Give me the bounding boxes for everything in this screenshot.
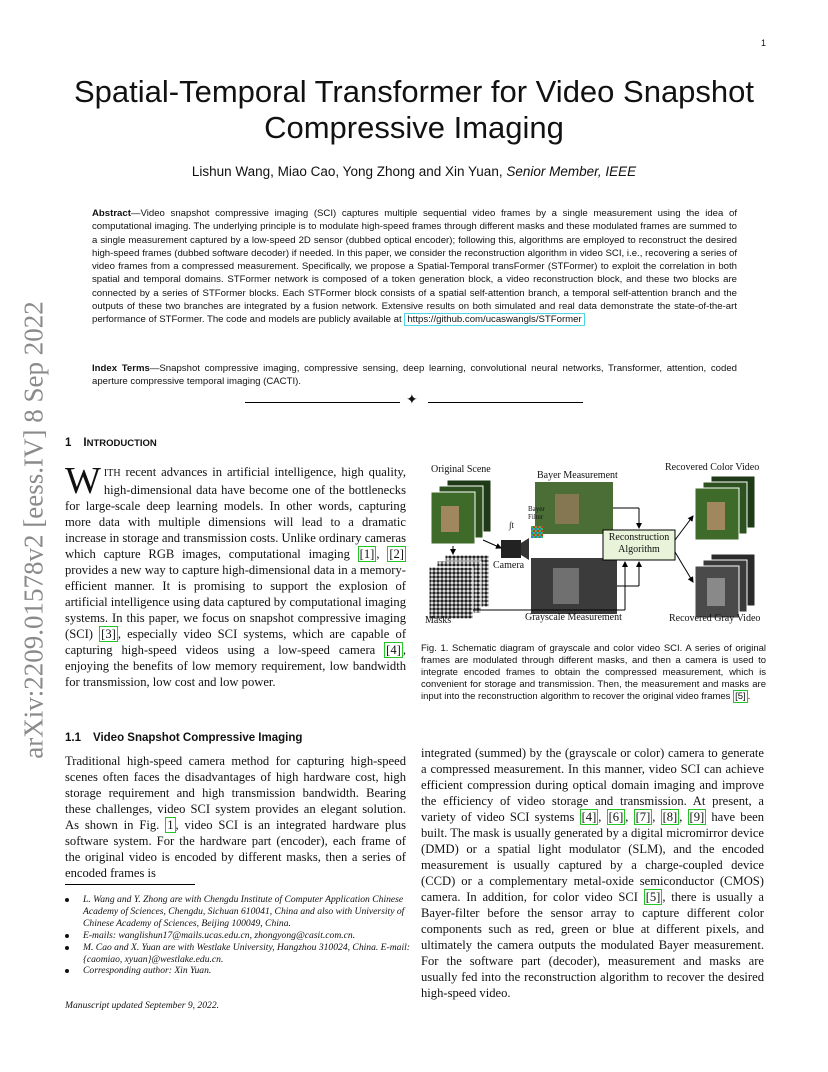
scene-highlight — [441, 506, 459, 532]
label-original-scene: Original Scene — [431, 464, 491, 475]
footnotes — [65, 894, 410, 977]
separator-line-left — [245, 402, 400, 403]
citation-link[interactable]: [4] — [581, 810, 597, 824]
body-text: , there is usually a Bayer-filter before the sensor array to capture different color components such as red, green or blue at different pixels, and ultimately the camera outputs the modulated Bayer measurement. For the software part (decoder), measurement and masks are usually fed into the reconstruction algorithm to recover the desired high-speed video. — [421, 890, 764, 1000]
label-reconstruction-algorithm: Reconstruction Algorithm — [608, 532, 670, 555]
caption-text: . — [747, 690, 751, 702]
arxiv-stamp — [4, 290, 64, 770]
footnote-item: L. Wang and Y. Zhong are with Chengdu Institute of Computer Application Chinese Academy of Sciences, Chengdu, Sichuan 610041, China and also with University of Chinese Academy of Sciences, Beijing 100049, China. — [65, 894, 410, 930]
citation-link[interactable]: [7] — [635, 810, 651, 824]
body-text: , — [598, 810, 607, 824]
arxiv-identifier: arXiv:2209.01578v2 [eess.IV] 8 Sep 2022 — [18, 301, 49, 759]
index-terms-label: Index Terms — [92, 363, 150, 374]
author-names: Lishun Wang, Miao Cao, Yong Zhong and Xin Yuan, — [191, 164, 507, 179]
subsection-heading — [65, 732, 302, 744]
citation-link[interactable]: [9] — [689, 810, 705, 824]
figure-1 — [425, 460, 765, 630]
section-heading-introduction — [65, 437, 157, 449]
figure-link[interactable]: 1 — [167, 818, 174, 832]
mask-frame — [429, 567, 473, 619]
footnote-rule — [65, 884, 195, 885]
body-text: have been built. The mask is usually generated by a digital micromirror device (DMD) or a spatial light modulator (SLM), and the encoded measurement is usually captured by a charge-coupled device (CCD) or a complementary metal-oxide semiconductor (CMOS) camera. In addition, for color video SCI — [421, 810, 765, 904]
code-link[interactable]: https://github.com/ucaswangls/STFormer — [404, 313, 584, 326]
body-text: integrated (summed) by the (grayscale or color) camera to generate a compressed measurement. In this manner, video SCI can achieve efficient compression during optical domain imaging and improve the efficiency of video storage and transmission. At present, a variety of video SCI systems — [421, 746, 764, 824]
citation-link[interactable]: [3] — [101, 627, 116, 641]
body-text: , — [625, 810, 634, 824]
paper-title: Spatial-Temporal Transformer for Video Snapshot Compressive Imaging — [73, 74, 755, 145]
intro-text: provides a new way to capture high-dimensional data in a memory-efficient manner. It is promising to support the explosion of artificial intelligence using data captured by computational imaging systems. In this paper, we focus on snapshot compressive imaging (SCI) — [65, 563, 406, 641]
subsection-title: Video Snapshot Compressive Imaging — [93, 732, 303, 744]
camera-icon — [501, 540, 521, 558]
body-text: , video SCI is an integrated hardware plus software system. For the hardware part (encoder), each frame of the original video is encoded by different masks, then a series of encoded frames is — [65, 818, 406, 880]
footnote-item: M. Cao and X. Yuan are with Westlake University, Hangzhou 310024, China. E-mail: {caomiao, xyuan}@westlake.edu.cn. — [65, 942, 410, 966]
separator-star-icon: ✦ — [406, 392, 418, 408]
section-title-rest: NTRODUCTION — [86, 438, 157, 449]
body-text: Traditional high-speed camera method for capturing high-speed scenes often faces the disadvantages of high hardware cost, high storage requirement and high transmission bandwidth. Bearing these challenges, video SCI system provides an elegant solution. As shown in Fig. — [65, 754, 406, 832]
citation-link[interactable]: [6] — [608, 810, 624, 824]
abstract-text: —Video snapshot compressive imaging (SCI) captures multiple sequential video frames by a single measurement using the idea of computational imaging. The underlying principle is to modulate high-speed frames through different masks and these modulated frames are summed to a single measurement captured by a low-speed 2D sensor (dubbed optical encoder); following this, algorithms are employed to reconstruct the desired high-speed frames (dubbed software decoder) if needed. In this paper, we consider the reconstruction algorithm in video SCI, i.e., recovering a series of video frames from a compressed measurement. Specifically, we propose a Spatial-Temporal transFormer (STFormer) to exploit the correlation in both spatial and temporal domains. STFormer network is composed of a token generation block, a video reconstruction block, and these two blocks are connected by a series of STFormer blocks. Each STFormer block consists of a spatial self-attention branch, a temporal self-attention branch and the outputs of these two branches are integrated by a fusion network. Extensive results on both simulated and real data demonstrate the state-of-the-art performance of STFormer. The code and models are publicly available at — [92, 208, 737, 326]
label-recovered-gray-video: Recovered Gray Video — [669, 613, 761, 624]
figure-caption — [421, 643, 766, 703]
intro-text: , enjoying the benefits of low memory requirement, low bandwidth for transmission, low cost and low power. — [65, 643, 406, 689]
body-text: , — [679, 810, 688, 824]
body-text: , — [652, 810, 661, 824]
sci-schematic-diagram — [425, 460, 765, 630]
citation-link[interactable]: [5] — [735, 690, 746, 702]
intro-paragraph — [65, 460, 407, 690]
citation-link[interactable]: [2] — [389, 547, 404, 561]
abstract — [92, 207, 737, 327]
footnote-item: E-mails: wanglishun17@mails.ucas.edu.cn, zhongyong@casit.com.cn. — [65, 930, 410, 942]
bayer-filter-icon — [531, 526, 543, 538]
label-bayer-filter: Bayer Filter — [528, 505, 545, 521]
manuscript-date: Manuscript updated September 9, 2022. — [65, 1000, 220, 1011]
index-terms — [92, 362, 737, 389]
label-camera: Camera — [493, 560, 525, 571]
footnote-item: Corresponding author: Xin Yuan. — [65, 965, 410, 977]
section-title-initial: I — [83, 437, 87, 449]
right-column-paragraph — [421, 745, 764, 1001]
author-membership: Senior Member, IEEE — [506, 164, 637, 179]
abstract-label: Abstract — [92, 208, 131, 219]
intro-text: recent advances in artificial intelligence, high quality, high-dimensional data have become one of the bottlenecks for large-scale deep learning models. In other words, capturing more data with multiple dimensions will lead to a dramatic increase in storage and transmission costs. Unlike ordinary cameras which capture RGB images, computational imaging — [65, 465, 406, 561]
drop-cap: W — [65, 460, 101, 502]
citation-link[interactable]: [8] — [662, 810, 678, 824]
index-terms-text: —Snapshot compressive imaging, compressive sensing, deep learning, convolutional neural networks, Transformer, attention, coded aperture compressive temporal imaging (CACTI). — [92, 363, 737, 388]
intro-text: , especially video SCI systems, which are capable of capturing high-speed videos using a low-speed camera — [65, 627, 407, 657]
caption-text: Fig. 1. Schematic diagram of grayscale and color video SCI. A series of original frames are modulated through different masks, and then a camera is used to integrate encoded frames to obtain the compressed measurement, which is convenient for storage and transmission. Then, the measurement and masks are input into the reconstruction algorithm to recover the original video frames — [421, 643, 766, 702]
label-bayer-measurement: Bayer Measurement — [537, 470, 618, 481]
label-integral: ∫t — [509, 520, 514, 530]
label-recovered-color-video: Recovered Color Video — [665, 462, 760, 473]
body-paragraph — [65, 753, 406, 881]
label-grayscale-measurement: Grayscale Measurement — [525, 612, 622, 623]
page-number: 1 — [760, 38, 766, 48]
separator-line-right — [428, 402, 583, 403]
label-masks: Masks — [425, 615, 452, 626]
citation-link[interactable]: [4] — [386, 643, 401, 657]
citation-link[interactable]: [5] — [645, 890, 661, 904]
author-line — [60, 164, 768, 179]
intro-text: , — [376, 547, 388, 561]
intro-lead: ITH — [103, 468, 121, 479]
citation-link[interactable]: [1] — [359, 547, 375, 561]
subsection-number: 1.1 — [65, 732, 81, 744]
section-number: 1 — [65, 437, 72, 449]
